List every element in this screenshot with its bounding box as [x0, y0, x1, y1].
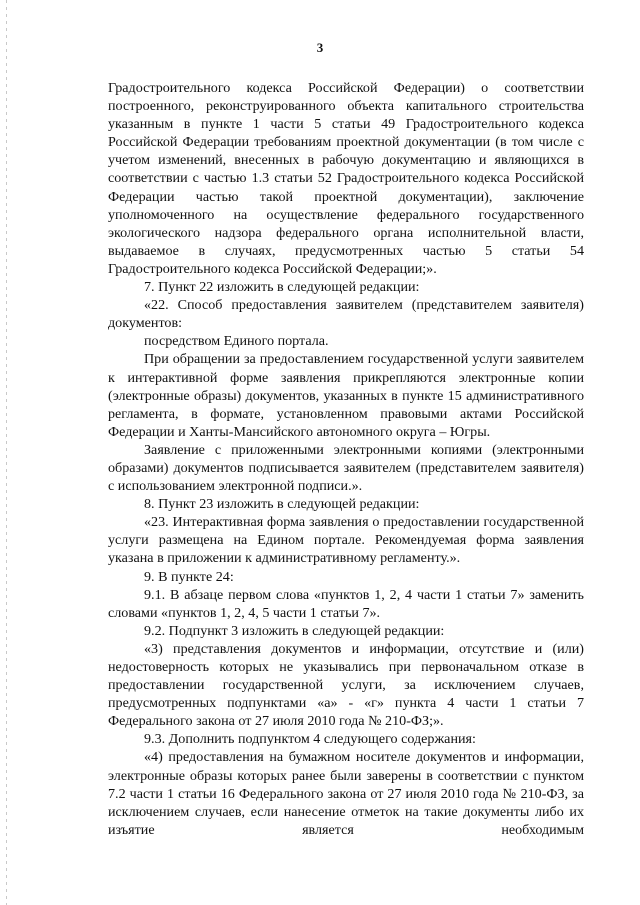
- paragraph-22-attachments: При обращении за предоставлением государственной услуги заявителем к интерактивной форме заявления прикрепляются электронные копии (электронные образы) документов, указанных в пункте 15 административного регламента, в формате, установленном правовыми актами Российской Федерации и Ханты-Мансийского автономного округа – Югры.: [108, 351, 584, 440]
- paragraph-22-portal: посредством Единого портала.: [144, 333, 329, 350]
- paragraph-23: «23. Интерактивная форма заявления о предоставлении государственной услуги размещена на Едином портале. Рекомендуемая форма заявления указана в приложении к административному регламенту.».: [108, 514, 584, 567]
- paragraph-subitem-4: «4) предоставления на бумажном носителе документов и информации, электронные образы которых ранее были заверены в соответствии с пунктом 7.2 части 1 статьи 16 Федерального закона от 27 июля 2010 года № 210-ФЗ, за исключением случаев, если нанесение отметок на такие документы либо их изъятие является необходимым: [108, 749, 584, 838]
- paragraph-9-3: 9.3. Дополнить подпунктом 4 следующего содержания:: [144, 731, 476, 748]
- paragraph-9-2: 9.2. Подпункт 3 изложить в следующей редакции:: [144, 622, 445, 639]
- paragraph-22-heading: «22. Способ предоставления заявителем (представителем заявителя) документов:: [108, 297, 584, 332]
- scan-edge-line: [6, 0, 7, 905]
- paragraph-9-1: 9.1. В абзаце первом слова «пунктов 1, 2, 4 части 1 статьи 7» заменить словами «пунктов 1, 2, 4, 5 части 1 статьи 7».: [108, 586, 584, 621]
- paragraph-subitem-3: «3) представления документов и информации, отсутствие и (или) недостоверность которых не указывались при первоначальном отказе в предоставлении государственной услуги, за исключением случаев, предусмотренных подпунктами «а» - «г» пункта 4 части 1 статьи 7 Федерального закона от 27 июля 2010 года № 210-ФЗ;».: [108, 640, 584, 730]
- document-body: [108, 79, 584, 839]
- paragraph-item-7: 7. Пункт 22 изложить в следующей редакции:: [144, 279, 420, 296]
- paragraph-22-signature: Заявление с приложенными электронными копиями (электронными образами) документов подписывается заявителем (представителем заявителя) с использованием электронной подписи.».: [108, 441, 584, 495]
- paragraph-item-8: 8. Пункт 23 изложить в следующей редакции:: [144, 496, 420, 513]
- paragraph-item-9: 9. В пункте 24:: [144, 568, 234, 585]
- page-number: 3: [316, 40, 324, 55]
- paragraph-continuation: Градостроительного кодекса Российской Федерации) о соответствии построенного, реконструированного объекта капитального строительства указанным в пункте 1 части 5 статьи 49 Градостроительного кодекса Российской Федерации требованиям проектной документации (в том числе с учетом изменений, внесенных в рабочую документацию и являющихся в соответствии с частью 1.3 статьи 52 Градостроительного кодекса Российской Федерации частью такой проектной документации), заключение уполномоченного на осуществление федерального государственного экологического надзора федерального органа исполнительной власти, выдаваемое в случаях, предусмотренных частью 5 статьи 54 Градостроительного кодекса Российской Федерации;».: [108, 80, 584, 277]
